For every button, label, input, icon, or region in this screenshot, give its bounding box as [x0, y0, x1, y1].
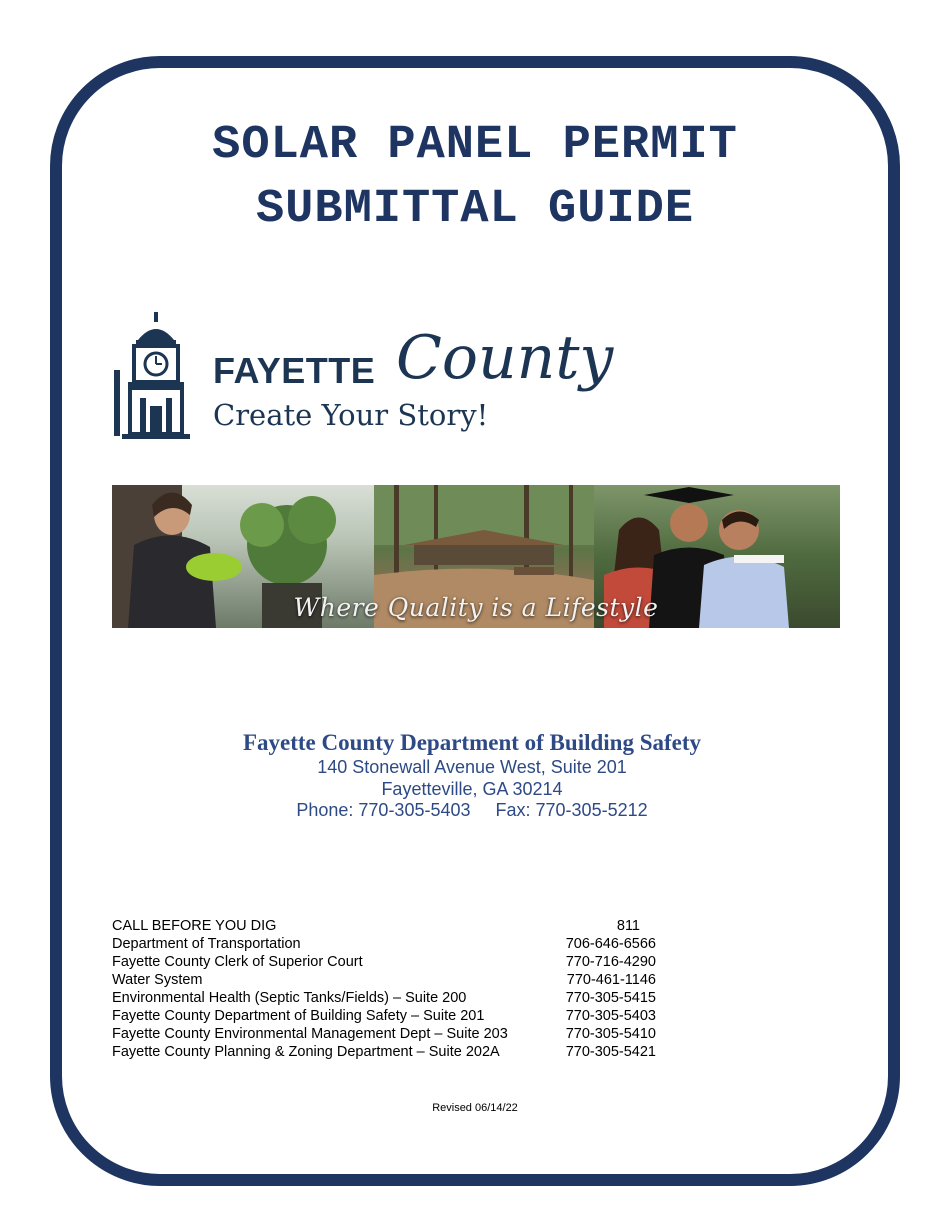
contact-number: 706-646-6566: [565, 936, 656, 952]
contact-number: 770-305-5415: [565, 990, 656, 1006]
contact-row: [112, 917, 672, 935]
revision-date: Revised 06/14/22: [432, 1102, 518, 1114]
contact-number: 770-716-4290: [565, 954, 656, 970]
contact-list: [112, 917, 672, 1061]
contact-number: 770-305-5403: [565, 1008, 656, 1024]
contact-label: Fayette County Environmental Management Dept – Suite 203: [112, 1026, 508, 1042]
contact-label: Fayette County Clerk of Superior Court: [112, 954, 363, 970]
logo-word-fayette: FAYETTE: [213, 350, 376, 391]
department-address-line-1: 140 Stonewall Avenue West, Suite 201: [317, 757, 627, 777]
contact-label: Department of Transportation: [112, 936, 301, 952]
logo-word-county: County: [396, 323, 614, 393]
clock-tower-icon: [110, 310, 210, 440]
logo-tagline: Create Your Story!: [213, 398, 489, 432]
contact-label: CALL BEFORE YOU DIG: [112, 918, 277, 934]
contact-row: [112, 1007, 672, 1025]
contact-number: 811: [616, 918, 640, 934]
contact-label: Water System: [112, 972, 203, 988]
contact-row: [112, 1043, 672, 1061]
department-phone-fax: Phone: 770-305-5403 Fax: 770-305-5212: [296, 800, 648, 820]
department-address-line-2: Fayetteville, GA 30214: [381, 779, 563, 799]
contact-number: 770-305-5410: [565, 1026, 656, 1042]
title-line-1: SOLAR PANEL PERMIT: [212, 119, 738, 172]
contact-number: 770-305-5421: [565, 1044, 656, 1060]
department-name: Fayette County Department of Building Safety: [242, 730, 702, 755]
contact-row: [112, 953, 672, 971]
contact-row: [112, 989, 672, 1007]
banner-caption: Where Quality is a Lifestyle: [293, 593, 659, 622]
contact-row: [112, 935, 672, 953]
contact-label: Fayette County Department of Building Safety – Suite 201: [112, 1008, 485, 1024]
photo-banner: [112, 485, 840, 628]
contact-label: Environmental Health (Septic Tanks/Fields) – Suite 200: [112, 990, 467, 1006]
fayette-county-logo: [110, 305, 614, 445]
title-line-2: SUBMITTAL GUIDE: [255, 183, 695, 236]
contact-row: [112, 1025, 672, 1043]
contact-label: Fayette County Planning & Zoning Department – Suite 202A: [112, 1044, 500, 1060]
contact-row: [112, 971, 672, 989]
contact-number: 770-461-1146: [566, 972, 656, 988]
